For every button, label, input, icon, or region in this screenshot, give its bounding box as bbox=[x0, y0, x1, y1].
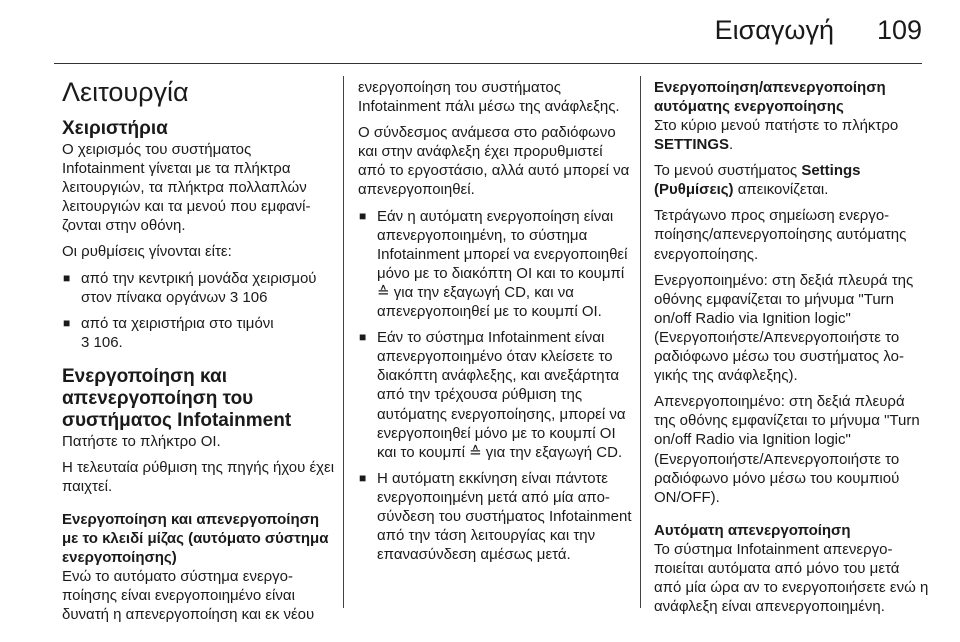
paragraph: Ενώ το αυτόματο σύστημα ενεργοποίησης είναι ενεργοποιημένο είναι δυνατή η απενεργοποίηση και εκ νέου bbox=[62, 568, 315, 624]
list-item-text: από τα χειριστήρια στο τιμόνι bbox=[81, 314, 274, 332]
heading-ignition: Ενεργοποίηση και απενεργοποίηση με το κλειδί μίζας (αυτόματο σύστημα ενεργοποίησης) bbox=[62, 511, 329, 567]
heading-controls: Χειριστήρια bbox=[62, 118, 168, 139]
column-3 bbox=[654, 78, 930, 623]
heading-on-off: Ενεργοποίηση και απενεργοποίηση του συστήματος Infotainment bbox=[62, 365, 292, 431]
paragraph: Οι ρυθμίσεις γίνονται είτε: bbox=[62, 243, 232, 261]
column-2 bbox=[358, 78, 632, 571]
column-1 bbox=[62, 76, 336, 632]
paragraph: Η τελευταία ρύθμιση της πηγής ήχου έχει παιχτεί. bbox=[62, 459, 335, 496]
page-reference[interactable]: 3 106 bbox=[229, 288, 268, 306]
header-rule bbox=[54, 63, 922, 64]
list-item-text: από την κεντρική μονάδα χειρισμού στον πίνακα οργάνων bbox=[81, 269, 317, 306]
page-number: 109 bbox=[876, 15, 922, 45]
page-reference[interactable]: 3 106. bbox=[81, 333, 123, 351]
text: . bbox=[729, 136, 734, 154]
column-divider-1 bbox=[343, 76, 344, 608]
heading-auto-activation: Ενεργοποίηση/απενεργοποίηση αυτόματης ενεργοποίησης bbox=[654, 79, 886, 115]
list-item bbox=[62, 314, 336, 352]
settings-key-label: SETTINGS bbox=[654, 136, 730, 154]
section-title: Λειτουργία bbox=[62, 77, 189, 107]
text: Το μενού συστήματος bbox=[654, 162, 798, 180]
list-item: ■ Εάν η αυτόματη ενεργοποίηση είναι απενεργοποιημένη, το σύστημα Infotainment μπορεί να ενεργοποιηθεί μόνο με το διακόπτη OI και το κουμπί ≙ για την εξαγωγή CD, και να απενεργοποιηθεί με το κουμπί OI. bbox=[358, 207, 632, 322]
page-header bbox=[0, 0, 960, 64]
paragraph: Ο σύνδεσμος ανάμεσα στο ραδιόφωνο και στην ανάφλεξη έχει προρυθμιστεί από το εργοστάσιο, αλλά αυτό μπορεί να απενεργοποιηθεί. bbox=[358, 124, 630, 199]
list-item: ■ Εάν το σύστημα Infotainment είναι απενεργοποιημένο όταν κλείσετε το διακόπτη ανάφλεξης, και ανεξάρτητα από την τρέχουσα ρύθμιση της αυτόματης ενεργοποίησης, μπορεί να ενεργοποιηθεί μόνο με το κουμπί OI και το κουμπί ≙ για την εξαγωγή CD. bbox=[358, 328, 632, 462]
paragraph: Τετράγωνο προς σημείωση ενεργοποίησης/απενεργοποίησης αυτόματης ενεργοποίησης. bbox=[654, 207, 907, 263]
text: Στο κύριο μενού πατήστε το πλήκτρο bbox=[654, 117, 899, 134]
paragraph: Ενεργοποιημένο: στη δεξιά πλευρά της οθόνης εμφανίζεται το μήνυμα "Turn on/off Radio via Ignition logic" (Ενεργοποιήστε/Απενεργοποιήστε το ραδιόφωνο μέσω του συστήματος λογικής της ανάφλεξης). bbox=[654, 271, 914, 385]
paragraph: Το σύστημα Infotainment απενεργοποιείται αυτόματα από μόνο του μετά από μία ώρα αν το ενεργοποιήσετε ενώ η ανάφλεξη είναι απενεργοποιημένη. bbox=[654, 540, 929, 616]
paragraph bbox=[654, 161, 930, 199]
paragraph bbox=[654, 116, 930, 154]
paragraph: ενεργοποίηση του συστήματος Infotainment πάλι μέσω της ανάφλεξης. bbox=[358, 79, 620, 116]
bullet-list bbox=[62, 269, 336, 352]
heading-auto-off: Αυτόματη απενεργοποίηση bbox=[654, 521, 851, 539]
column-divider-2 bbox=[640, 76, 641, 608]
paragraph: Πατήστε το πλήκτρο OI. bbox=[62, 432, 221, 450]
list-item bbox=[62, 269, 336, 307]
list-item: ■ Η αυτόματη εκκίνηση είναι πάντοτε ενεργοποιημένη μετά από μία αποσύνδεση του συστήματος Infotainment από την τάση λειτουργίας και την επανασύνδεση αμέσως μετά. bbox=[358, 469, 632, 564]
text: απεικονίζεται. bbox=[737, 181, 829, 199]
header-title: Εισαγωγή bbox=[714, 15, 834, 45]
settings-menu-label: Settings (Ρυθμίσεις) bbox=[654, 162, 861, 199]
paragraph: Απενεργοποιημένο: στη δεξιά πλευρά της οθόνης εμφανίζεται το μήνυμα "Turn on/off Radio via Ignition logic" (Ενεργοποιήστε/Απενεργοποιήστε το ραδιόφωνο μόνο μέσω του κουμπιού ON/OFF). bbox=[654, 393, 920, 506]
bullet-list bbox=[358, 207, 632, 565]
paragraph: Ο χειρισμός του συστήματος Infotainment γίνεται με τα πλήκτρα λειτουργιών, τα πλήκτρα πολλαπλών λειτουργιών και τα μενού που εμφανίζονται στην οθόνη. bbox=[62, 141, 311, 235]
